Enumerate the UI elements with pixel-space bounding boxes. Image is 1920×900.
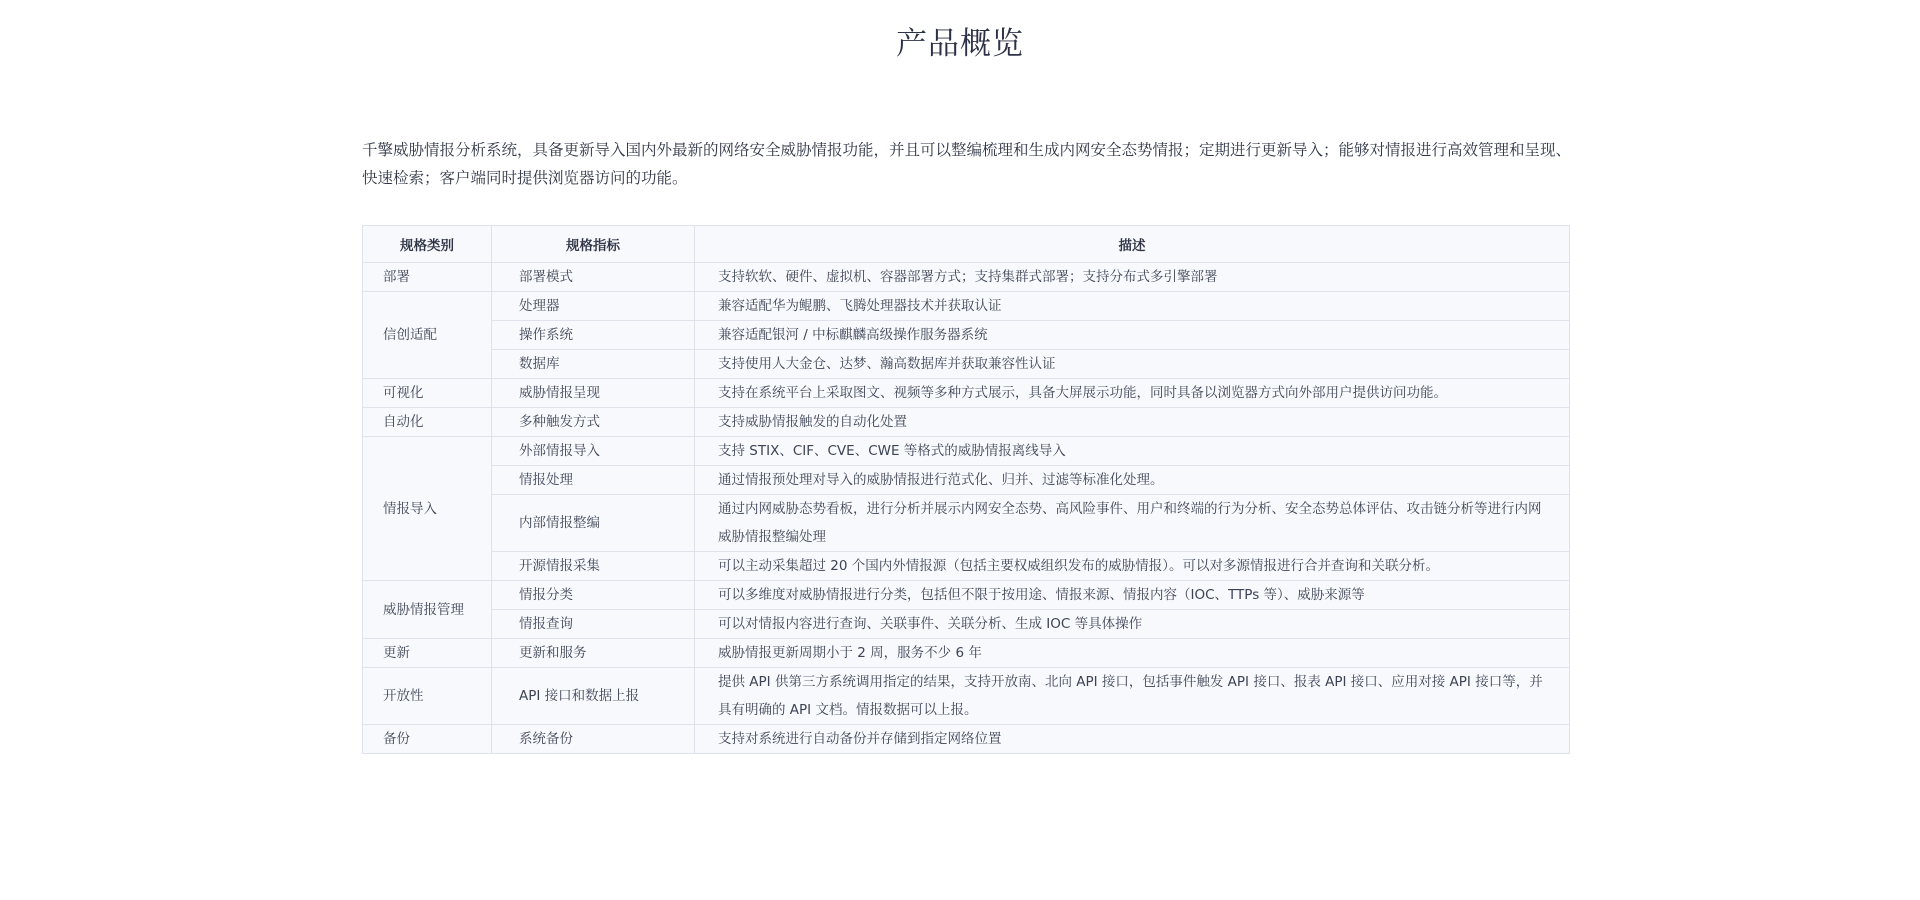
category-cell: 更新 xyxy=(363,639,492,668)
header-indicator: 规格指标 xyxy=(492,226,695,263)
indicator-cell: 多种触发方式 xyxy=(492,408,695,437)
table-row xyxy=(363,466,1570,495)
category-cell: 威胁情报管理 xyxy=(363,581,492,639)
indicator-cell: 情报查询 xyxy=(492,610,695,639)
header-category: 规格类别 xyxy=(363,226,492,263)
table-row xyxy=(363,321,1570,350)
category-cell: 情报导入 xyxy=(363,437,492,581)
page-title: 产品概览 xyxy=(896,26,1024,62)
description-cell: 提供 API 供第三方系统调用指定的结果，支持开放南、北向 API 接口，包括事件触发 API 接口、报表 API 接口、应用对接 API 接口等，并具有明确的 API 文档。情报数据可以上报。 xyxy=(695,668,1570,725)
indicator-cell: 处理器 xyxy=(492,292,695,321)
description-cell: 兼容适配华为鲲鹏、飞腾处理器技术并获取认证 xyxy=(695,292,1570,321)
table-row xyxy=(363,437,1570,466)
description-cell: 可以对情报内容进行查询、关联事件、关联分析、生成 IOC 等具体操作 xyxy=(695,610,1570,639)
table-row xyxy=(363,725,1570,754)
indicator-cell: 情报分类 xyxy=(492,581,695,610)
description-cell: 可以多维度对威胁情报进行分类，包括但不限于按用途、情报来源、情报内容（IOC、TTPs 等）、威胁来源等 xyxy=(695,581,1570,610)
table-row xyxy=(363,610,1570,639)
indicator-cell: API 接口和数据上报 xyxy=(492,668,695,725)
description-cell: 支持对系统进行自动备份并存储到指定网络位置 xyxy=(695,725,1570,754)
indicator-cell: 部署模式 xyxy=(492,263,695,292)
category-cell: 可视化 xyxy=(363,379,492,408)
description-cell: 支持使用人大金仓、达梦、瀚高数据库并获取兼容性认证 xyxy=(695,350,1570,379)
description-cell: 通过情报预处理对导入的威胁情报进行范式化、归并、过滤等标准化处理。 xyxy=(695,466,1570,495)
description-cell: 兼容适配银河 / 中标麒麟高级操作服务器系统 xyxy=(695,321,1570,350)
category-cell: 备份 xyxy=(363,725,492,754)
description-cell: 支持威胁情报触发的自动化处置 xyxy=(695,408,1570,437)
description-cell: 支持 STIX、CIF、CVE、CWE 等格式的威胁情报离线导入 xyxy=(695,437,1570,466)
table-row xyxy=(363,581,1570,610)
table-row xyxy=(363,350,1570,379)
description-cell: 通过内网威胁态势看板，进行分析并展示内网安全态势、高风险事件、用户和终端的行为分析、安全态势总体评估、攻击链分析等进行内网威胁情报整编处理 xyxy=(695,495,1570,552)
table-row xyxy=(363,668,1570,725)
indicator-cell: 系统备份 xyxy=(492,725,695,754)
intro-paragraph: 千擎威胁情报分析系统，具备更新导入国内外最新的网络安全威胁情报功能，并且可以整编梳理和生成内网安全态势情报；定期进行更新导入；能够对情报进行高效管理和呈现、快速检索；客户端同时提供浏览器访问的功能。 xyxy=(362,141,1572,187)
table-row xyxy=(363,639,1570,668)
description-cell: 可以主动采集超过 20 个国内外情报源（包括主要权威组织发布的威胁情报）。可以对多源情报进行合并查询和关联分析。 xyxy=(695,552,1570,581)
indicator-cell: 威胁情报呈现 xyxy=(492,379,695,408)
table-row xyxy=(363,292,1570,321)
header-description: 描述 xyxy=(695,226,1570,263)
description-cell: 威胁情报更新周期小于 2 周，服务不少 6 年 xyxy=(695,639,1570,668)
spec-table xyxy=(362,225,1570,754)
category-cell: 信创适配 xyxy=(363,292,492,379)
indicator-cell: 外部情报导入 xyxy=(492,437,695,466)
table-header-row xyxy=(363,226,1570,263)
table-row xyxy=(363,263,1570,292)
indicator-cell: 内部情报整编 xyxy=(492,495,695,552)
indicator-cell: 更新和服务 xyxy=(492,639,695,668)
description-cell: 支持软软、硬件、虚拟机、容器部署方式；支持集群式部署；支持分布式多引擎部署 xyxy=(695,263,1570,292)
category-cell: 部署 xyxy=(363,263,492,292)
indicator-cell: 操作系统 xyxy=(492,321,695,350)
category-cell: 自动化 xyxy=(363,408,492,437)
table-row xyxy=(363,552,1570,581)
description-cell: 支持在系统平台上采取图文、视频等多种方式展示，具备大屏展示功能，同时具备以浏览器方式向外部用户提供访问功能。 xyxy=(695,379,1570,408)
indicator-cell: 数据库 xyxy=(492,350,695,379)
indicator-cell: 情报处理 xyxy=(492,466,695,495)
category-cell: 开放性 xyxy=(363,668,492,725)
table-row xyxy=(363,379,1570,408)
table-row xyxy=(363,408,1570,437)
table-body xyxy=(363,263,1570,754)
indicator-cell: 开源情报采集 xyxy=(492,552,695,581)
table-row xyxy=(363,495,1570,552)
